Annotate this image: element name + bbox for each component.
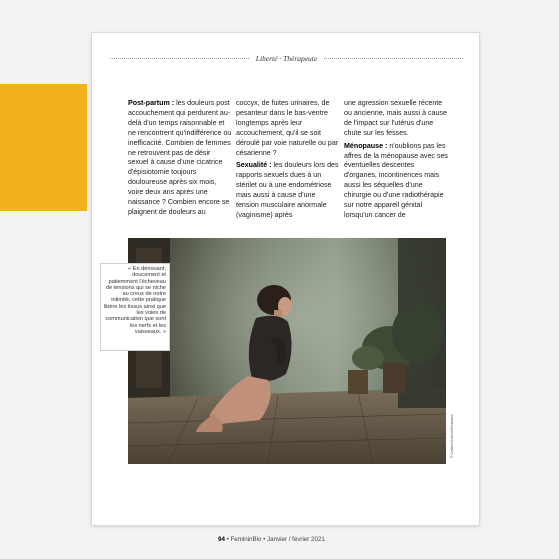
menopause-text: n'oublions pas les affres de la ménopause avec ses éventuelles descentes d'organes, incontinences mais aussi les séquelles d'une chirurgie ou d'une radiothérapie sur notre appareil génital lorsqu'un cancer de: [344, 141, 448, 219]
section-header: [110, 53, 463, 65]
continued-text: coccyx, de fuites urinaires, de pesanteur dans le bas-ventre longtemps après leur accouchement, qu'il se soit déroulé par voie naturelle ou par césarienne ?: [236, 99, 339, 157]
photo-illustration: [128, 238, 446, 464]
text-column-1: [128, 99, 232, 218]
page-footer: [218, 536, 325, 543]
woman-kneeling-photo: [128, 238, 446, 464]
continued-text-2: une agression sexuelle récente ou ancienne, mais aussi à cause de l'impact sur l'utérus d'une chute sur les fesses.: [344, 99, 447, 137]
menopause-heading: Ménopause :: [344, 141, 388, 150]
page-number: 94: [218, 536, 225, 543]
sexualite-heading: Sexualité :: [236, 161, 272, 170]
accent-tab: [0, 84, 87, 211]
pull-quote: « En dénouant, doucement et patiemment l'écheveau de tensions qui se niche au creux de notre intimité, cette pratique libère les tissus ainsi que les voies de communication que sont les nerfs et les vaisseaux. »: [100, 263, 170, 351]
publication-info: • FemininBio • Janvier / février 2021: [224, 536, 325, 543]
text-column-2: [236, 99, 340, 221]
section-title: Liberté · Thérapeute: [250, 53, 323, 64]
text-column-3: [344, 99, 448, 221]
sexualite-text: les douleurs lors des rapports sexuels dues à un stérilet ou à une endométriose mais aussi à cause d'une tension musculaire anormale (vaginisme) après: [236, 161, 339, 219]
post-partum-heading: Post-partum :: [128, 99, 175, 107]
post-partum-text: les douleurs post accouchement qui perdurent au-delà d'un temps raisonnable et ne rencontrent qu'indifférence ou inefficacité. Combien de femmes ne retrouvent pas de désir sexuel à cause d'une cicatrice d'épisiotomie toujours douloureuse après six mois, voire deux ans après une naissance ? Combien encore se plaignent de douleurs au: [128, 99, 232, 216]
photo-credit: © Children/Internet/Unsplash: [450, 414, 454, 458]
